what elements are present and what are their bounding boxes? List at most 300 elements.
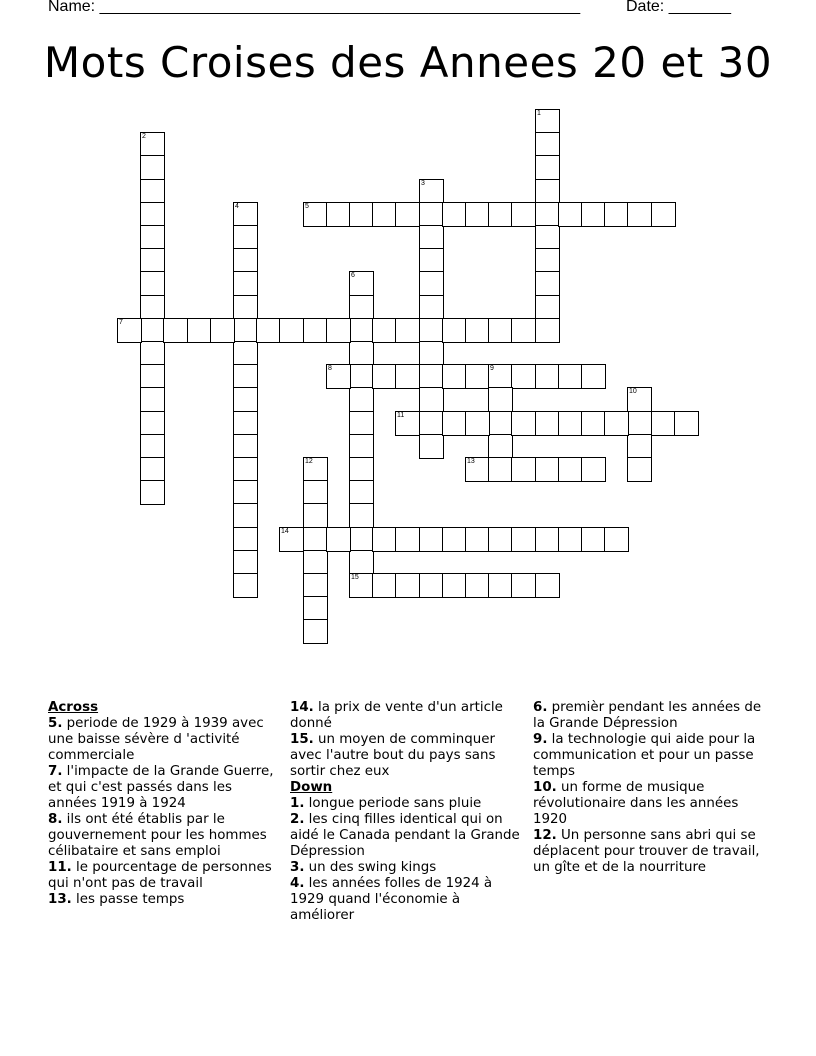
grid-cell[interactable] bbox=[140, 480, 165, 505]
cell-letter-input[interactable] bbox=[350, 203, 373, 226]
grid-cell[interactable] bbox=[372, 318, 397, 343]
cell-letter-input[interactable] bbox=[443, 365, 466, 388]
cell-letter-input[interactable] bbox=[141, 319, 164, 342]
grid-cell[interactable] bbox=[395, 527, 420, 552]
cell-letter-input[interactable] bbox=[350, 574, 373, 597]
grid-cell[interactable] bbox=[233, 318, 258, 343]
cell-letter-input[interactable] bbox=[211, 319, 234, 342]
grid-cell[interactable] bbox=[419, 411, 444, 436]
grid-cell[interactable] bbox=[488, 411, 513, 436]
grid-cell[interactable] bbox=[627, 434, 652, 459]
cell-letter-input[interactable] bbox=[304, 597, 327, 620]
grid-cell[interactable] bbox=[117, 318, 142, 343]
grid-cell[interactable] bbox=[535, 457, 560, 482]
grid-cell[interactable] bbox=[419, 202, 444, 227]
grid-cell[interactable] bbox=[349, 387, 374, 412]
cell-letter-input[interactable] bbox=[234, 319, 257, 342]
grid-cell[interactable] bbox=[511, 202, 536, 227]
grid-cell[interactable] bbox=[442, 411, 467, 436]
cell-letter-input[interactable] bbox=[396, 412, 419, 435]
cell-letter-input[interactable] bbox=[373, 574, 396, 597]
grid-cell[interactable] bbox=[535, 295, 560, 320]
cell-letter-input[interactable] bbox=[443, 574, 466, 597]
cell-letter-input[interactable] bbox=[350, 458, 373, 481]
cell-letter-input[interactable] bbox=[466, 365, 489, 388]
cell-letter-input[interactable] bbox=[141, 458, 164, 481]
grid-cell[interactable] bbox=[395, 318, 420, 343]
grid-cell[interactable] bbox=[535, 271, 560, 296]
cell-letter-input[interactable] bbox=[234, 365, 257, 388]
grid-cell[interactable] bbox=[419, 225, 444, 250]
grid-cell[interactable] bbox=[233, 271, 258, 296]
cell-letter-input[interactable] bbox=[396, 574, 419, 597]
grid-cell[interactable] bbox=[581, 202, 606, 227]
grid-cell[interactable] bbox=[488, 527, 513, 552]
cell-letter-input[interactable] bbox=[443, 319, 466, 342]
grid-cell[interactable] bbox=[349, 550, 374, 575]
grid-cell[interactable] bbox=[535, 248, 560, 273]
grid-cell[interactable] bbox=[627, 457, 652, 482]
cell-letter-input[interactable] bbox=[512, 412, 535, 435]
grid-cell[interactable] bbox=[233, 364, 258, 389]
cell-letter-input[interactable] bbox=[628, 388, 651, 411]
cell-letter-input[interactable] bbox=[304, 574, 327, 597]
grid-cell[interactable] bbox=[558, 527, 583, 552]
grid-cell[interactable] bbox=[233, 434, 258, 459]
cell-letter-input[interactable] bbox=[234, 528, 257, 551]
cell-letter-input[interactable] bbox=[373, 528, 396, 551]
grid-cell[interactable] bbox=[558, 411, 583, 436]
grid-cell[interactable] bbox=[581, 457, 606, 482]
cell-letter-input[interactable] bbox=[141, 481, 164, 504]
grid-cell[interactable] bbox=[395, 573, 420, 598]
cell-letter-input[interactable] bbox=[420, 296, 443, 319]
grid-cell[interactable] bbox=[140, 341, 165, 366]
grid-cell[interactable] bbox=[419, 364, 444, 389]
cell-letter-input[interactable] bbox=[141, 272, 164, 295]
cell-letter-input[interactable] bbox=[489, 365, 512, 388]
grid-cell[interactable] bbox=[395, 364, 420, 389]
grid-cell[interactable] bbox=[233, 202, 258, 227]
grid-cell[interactable] bbox=[581, 411, 606, 436]
grid-cell[interactable] bbox=[140, 155, 165, 180]
grid-cell[interactable] bbox=[558, 202, 583, 227]
grid-cell[interactable] bbox=[349, 202, 374, 227]
cell-letter-input[interactable] bbox=[536, 110, 559, 133]
cell-letter-input[interactable] bbox=[164, 319, 187, 342]
grid-cell[interactable] bbox=[581, 527, 606, 552]
grid-cell[interactable] bbox=[395, 202, 420, 227]
grid-cell[interactable] bbox=[233, 573, 258, 598]
cell-letter-input[interactable] bbox=[118, 319, 141, 342]
cell-letter-input[interactable] bbox=[141, 365, 164, 388]
cell-letter-input[interactable] bbox=[605, 412, 628, 435]
grid-cell[interactable] bbox=[442, 202, 467, 227]
grid-cell[interactable] bbox=[303, 318, 328, 343]
grid-cell[interactable] bbox=[233, 248, 258, 273]
cell-letter-input[interactable] bbox=[396, 528, 419, 551]
grid-cell[interactable] bbox=[256, 318, 281, 343]
cell-letter-input[interactable] bbox=[466, 458, 489, 481]
grid-cell[interactable] bbox=[488, 318, 513, 343]
grid-cell[interactable] bbox=[627, 411, 652, 436]
grid-cell[interactable] bbox=[349, 457, 374, 482]
grid-cell[interactable] bbox=[140, 202, 165, 227]
grid-cell[interactable] bbox=[349, 341, 374, 366]
cell-letter-input[interactable] bbox=[396, 203, 419, 226]
cell-letter-input[interactable] bbox=[141, 388, 164, 411]
grid-cell[interactable] bbox=[511, 364, 536, 389]
grid-cell[interactable] bbox=[488, 364, 513, 389]
cell-letter-input[interactable] bbox=[257, 319, 280, 342]
cell-letter-input[interactable] bbox=[327, 365, 350, 388]
grid-cell[interactable] bbox=[651, 202, 676, 227]
cell-letter-input[interactable] bbox=[234, 435, 257, 458]
grid-cell[interactable] bbox=[581, 364, 606, 389]
cell-letter-input[interactable] bbox=[559, 365, 582, 388]
cell-letter-input[interactable] bbox=[536, 226, 559, 249]
cell-letter-input[interactable] bbox=[188, 319, 211, 342]
grid-cell[interactable] bbox=[140, 318, 165, 343]
grid-cell[interactable] bbox=[349, 480, 374, 505]
grid-cell[interactable] bbox=[535, 318, 560, 343]
grid-cell[interactable] bbox=[419, 341, 444, 366]
grid-cell[interactable] bbox=[140, 434, 165, 459]
cell-letter-input[interactable] bbox=[234, 203, 257, 226]
grid-cell[interactable] bbox=[233, 527, 258, 552]
grid-cell[interactable] bbox=[511, 318, 536, 343]
cell-letter-input[interactable] bbox=[327, 203, 350, 226]
grid-cell[interactable] bbox=[233, 387, 258, 412]
cell-letter-input[interactable] bbox=[234, 481, 257, 504]
grid-cell[interactable] bbox=[372, 202, 397, 227]
grid-cell[interactable] bbox=[674, 411, 699, 436]
grid-cell[interactable] bbox=[488, 202, 513, 227]
cell-letter-input[interactable] bbox=[582, 458, 605, 481]
cell-letter-input[interactable] bbox=[489, 435, 512, 458]
cell-letter-input[interactable] bbox=[489, 528, 512, 551]
grid-cell[interactable] bbox=[140, 457, 165, 482]
grid-cell[interactable] bbox=[419, 527, 444, 552]
grid-cell[interactable] bbox=[349, 503, 374, 528]
cell-letter-input[interactable] bbox=[350, 481, 373, 504]
cell-letter-input[interactable] bbox=[280, 319, 303, 342]
cell-letter-input[interactable] bbox=[512, 319, 535, 342]
cell-letter-input[interactable] bbox=[350, 342, 373, 365]
cell-letter-input[interactable] bbox=[141, 249, 164, 272]
cell-letter-input[interactable] bbox=[396, 365, 419, 388]
grid-cell[interactable] bbox=[326, 202, 351, 227]
cell-letter-input[interactable] bbox=[327, 528, 350, 551]
cell-letter-input[interactable] bbox=[373, 365, 396, 388]
grid-cell[interactable] bbox=[465, 573, 490, 598]
cell-letter-input[interactable] bbox=[350, 272, 373, 295]
grid-cell[interactable] bbox=[187, 318, 212, 343]
grid-cell[interactable] bbox=[419, 318, 444, 343]
grid-cell[interactable] bbox=[558, 457, 583, 482]
cell-letter-input[interactable] bbox=[234, 504, 257, 527]
cell-letter-input[interactable] bbox=[420, 319, 443, 342]
grid-cell[interactable] bbox=[279, 318, 304, 343]
grid-cell[interactable] bbox=[465, 202, 490, 227]
cell-letter-input[interactable] bbox=[327, 319, 350, 342]
cell-letter-input[interactable] bbox=[280, 528, 303, 551]
cell-letter-input[interactable] bbox=[350, 551, 373, 574]
grid-cell[interactable] bbox=[349, 295, 374, 320]
cell-letter-input[interactable] bbox=[489, 388, 512, 411]
grid-cell[interactable] bbox=[419, 295, 444, 320]
cell-letter-input[interactable] bbox=[628, 435, 651, 458]
grid-cell[interactable] bbox=[303, 202, 328, 227]
cell-letter-input[interactable] bbox=[559, 203, 582, 226]
cell-letter-input[interactable] bbox=[420, 272, 443, 295]
grid-cell[interactable] bbox=[488, 573, 513, 598]
cell-letter-input[interactable] bbox=[141, 296, 164, 319]
cell-letter-input[interactable] bbox=[350, 412, 373, 435]
grid-cell[interactable] bbox=[465, 411, 490, 436]
grid-cell[interactable] bbox=[604, 411, 629, 436]
cell-letter-input[interactable] bbox=[420, 574, 443, 597]
grid-cell[interactable] bbox=[419, 271, 444, 296]
grid-cell[interactable] bbox=[303, 573, 328, 598]
grid-cell[interactable] bbox=[233, 503, 258, 528]
grid-cell[interactable] bbox=[233, 225, 258, 250]
cell-letter-input[interactable] bbox=[443, 528, 466, 551]
grid-cell[interactable] bbox=[233, 411, 258, 436]
cell-letter-input[interactable] bbox=[304, 528, 327, 551]
grid-cell[interactable] bbox=[349, 271, 374, 296]
cell-letter-input[interactable] bbox=[350, 388, 373, 411]
cell-letter-input[interactable] bbox=[489, 458, 512, 481]
grid-cell[interactable] bbox=[349, 573, 374, 598]
cell-letter-input[interactable] bbox=[675, 412, 698, 435]
cell-letter-input[interactable] bbox=[536, 203, 559, 226]
cell-letter-input[interactable] bbox=[512, 574, 535, 597]
cell-letter-input[interactable] bbox=[350, 528, 373, 551]
cell-letter-input[interactable] bbox=[536, 319, 559, 342]
cell-letter-input[interactable] bbox=[536, 272, 559, 295]
cell-letter-input[interactable] bbox=[466, 528, 489, 551]
cell-letter-input[interactable] bbox=[536, 365, 559, 388]
cell-letter-input[interactable] bbox=[141, 435, 164, 458]
cell-letter-input[interactable] bbox=[466, 203, 489, 226]
grid-cell[interactable] bbox=[279, 527, 304, 552]
grid-cell[interactable] bbox=[488, 387, 513, 412]
cell-letter-input[interactable] bbox=[582, 412, 605, 435]
grid-cell[interactable] bbox=[604, 527, 629, 552]
cell-letter-input[interactable] bbox=[373, 319, 396, 342]
grid-cell[interactable] bbox=[140, 295, 165, 320]
cell-letter-input[interactable] bbox=[536, 156, 559, 179]
cell-letter-input[interactable] bbox=[466, 574, 489, 597]
grid-cell[interactable] bbox=[233, 295, 258, 320]
cell-letter-input[interactable] bbox=[234, 551, 257, 574]
cell-letter-input[interactable] bbox=[628, 412, 651, 435]
cell-letter-input[interactable] bbox=[234, 249, 257, 272]
cell-letter-input[interactable] bbox=[141, 180, 164, 203]
cell-letter-input[interactable] bbox=[141, 156, 164, 179]
cell-letter-input[interactable] bbox=[141, 226, 164, 249]
grid-cell[interactable] bbox=[303, 619, 328, 644]
grid-cell[interactable] bbox=[303, 457, 328, 482]
cell-letter-input[interactable] bbox=[512, 365, 535, 388]
cell-letter-input[interactable] bbox=[605, 203, 628, 226]
cell-letter-input[interactable] bbox=[420, 249, 443, 272]
cell-letter-input[interactable] bbox=[350, 296, 373, 319]
grid-cell[interactable] bbox=[326, 364, 351, 389]
cell-letter-input[interactable] bbox=[582, 528, 605, 551]
cell-letter-input[interactable] bbox=[234, 272, 257, 295]
grid-cell[interactable] bbox=[140, 271, 165, 296]
grid-cell[interactable] bbox=[465, 364, 490, 389]
cell-letter-input[interactable] bbox=[512, 458, 535, 481]
cell-letter-input[interactable] bbox=[536, 180, 559, 203]
grid-cell[interactable] bbox=[140, 387, 165, 412]
grid-cell[interactable] bbox=[604, 202, 629, 227]
cell-letter-input[interactable] bbox=[396, 319, 419, 342]
cell-letter-input[interactable] bbox=[559, 412, 582, 435]
cell-letter-input[interactable] bbox=[489, 574, 512, 597]
grid-cell[interactable] bbox=[465, 457, 490, 482]
grid-cell[interactable] bbox=[140, 132, 165, 157]
grid-cell[interactable] bbox=[163, 318, 188, 343]
cell-letter-input[interactable] bbox=[466, 319, 489, 342]
grid-cell[interactable] bbox=[395, 411, 420, 436]
cell-letter-input[interactable] bbox=[559, 528, 582, 551]
cell-letter-input[interactable] bbox=[304, 458, 327, 481]
grid-cell[interactable] bbox=[535, 225, 560, 250]
grid-cell[interactable] bbox=[627, 387, 652, 412]
cell-letter-input[interactable] bbox=[350, 319, 373, 342]
cell-letter-input[interactable] bbox=[350, 365, 373, 388]
cell-letter-input[interactable] bbox=[234, 226, 257, 249]
cell-letter-input[interactable] bbox=[304, 481, 327, 504]
grid-cell[interactable] bbox=[535, 179, 560, 204]
cell-letter-input[interactable] bbox=[536, 133, 559, 156]
grid-cell[interactable] bbox=[511, 573, 536, 598]
grid-cell[interactable] bbox=[349, 364, 374, 389]
cell-letter-input[interactable] bbox=[489, 203, 512, 226]
grid-cell[interactable] bbox=[233, 550, 258, 575]
grid-cell[interactable] bbox=[535, 411, 560, 436]
grid-cell[interactable] bbox=[535, 155, 560, 180]
grid-cell[interactable] bbox=[442, 527, 467, 552]
grid-cell[interactable] bbox=[372, 573, 397, 598]
grid-cell[interactable] bbox=[372, 527, 397, 552]
grid-cell[interactable] bbox=[465, 527, 490, 552]
grid-cell[interactable] bbox=[419, 179, 444, 204]
grid-cell[interactable] bbox=[326, 318, 351, 343]
grid-cell[interactable] bbox=[233, 457, 258, 482]
cell-letter-input[interactable] bbox=[304, 504, 327, 527]
grid-cell[interactable] bbox=[535, 109, 560, 134]
grid-cell[interactable] bbox=[442, 318, 467, 343]
grid-cell[interactable] bbox=[535, 364, 560, 389]
grid-cell[interactable] bbox=[419, 387, 444, 412]
cell-letter-input[interactable] bbox=[559, 458, 582, 481]
grid-cell[interactable] bbox=[465, 318, 490, 343]
grid-cell[interactable] bbox=[303, 596, 328, 621]
cell-letter-input[interactable] bbox=[420, 528, 443, 551]
grid-cell[interactable] bbox=[372, 364, 397, 389]
cell-letter-input[interactable] bbox=[628, 458, 651, 481]
cell-letter-input[interactable] bbox=[141, 342, 164, 365]
cell-letter-input[interactable] bbox=[466, 412, 489, 435]
cell-letter-input[interactable] bbox=[582, 203, 605, 226]
grid-cell[interactable] bbox=[627, 202, 652, 227]
grid-cell[interactable] bbox=[140, 364, 165, 389]
cell-letter-input[interactable] bbox=[512, 203, 535, 226]
cell-letter-input[interactable] bbox=[141, 203, 164, 226]
cell-letter-input[interactable] bbox=[536, 249, 559, 272]
cell-letter-input[interactable] bbox=[141, 412, 164, 435]
grid-cell[interactable] bbox=[140, 179, 165, 204]
grid-cell[interactable] bbox=[535, 132, 560, 157]
grid-cell[interactable] bbox=[535, 573, 560, 598]
grid-cell[interactable] bbox=[349, 411, 374, 436]
cell-letter-input[interactable] bbox=[489, 319, 512, 342]
grid-cell[interactable] bbox=[511, 527, 536, 552]
grid-cell[interactable] bbox=[210, 318, 235, 343]
grid-cell[interactable] bbox=[233, 480, 258, 505]
cell-letter-input[interactable] bbox=[420, 365, 443, 388]
grid-cell[interactable] bbox=[303, 503, 328, 528]
grid-cell[interactable] bbox=[303, 480, 328, 505]
cell-letter-input[interactable] bbox=[420, 388, 443, 411]
grid-cell[interactable] bbox=[651, 411, 676, 436]
cell-letter-input[interactable] bbox=[443, 203, 466, 226]
grid-cell[interactable] bbox=[488, 457, 513, 482]
cell-letter-input[interactable] bbox=[489, 412, 512, 435]
cell-letter-input[interactable] bbox=[234, 574, 257, 597]
grid-cell[interactable] bbox=[349, 527, 374, 552]
grid-cell[interactable] bbox=[535, 527, 560, 552]
cell-letter-input[interactable] bbox=[234, 296, 257, 319]
cell-letter-input[interactable] bbox=[536, 574, 559, 597]
cell-letter-input[interactable] bbox=[420, 203, 443, 226]
cell-letter-input[interactable] bbox=[582, 365, 605, 388]
cell-letter-input[interactable] bbox=[420, 342, 443, 365]
cell-letter-input[interactable] bbox=[420, 180, 443, 203]
cell-letter-input[interactable] bbox=[420, 435, 443, 458]
cell-letter-input[interactable] bbox=[420, 226, 443, 249]
cell-letter-input[interactable] bbox=[234, 342, 257, 365]
grid-cell[interactable] bbox=[140, 411, 165, 436]
cell-letter-input[interactable] bbox=[373, 203, 396, 226]
cell-letter-input[interactable] bbox=[234, 388, 257, 411]
cell-letter-input[interactable] bbox=[536, 528, 559, 551]
grid-cell[interactable] bbox=[140, 248, 165, 273]
cell-letter-input[interactable] bbox=[652, 203, 675, 226]
grid-cell[interactable] bbox=[419, 248, 444, 273]
cell-letter-input[interactable] bbox=[234, 412, 257, 435]
grid-cell[interactable] bbox=[349, 318, 374, 343]
grid-cell[interactable] bbox=[326, 527, 351, 552]
grid-cell[interactable] bbox=[419, 434, 444, 459]
cell-letter-input[interactable] bbox=[350, 435, 373, 458]
cell-letter-input[interactable] bbox=[536, 458, 559, 481]
cell-letter-input[interactable] bbox=[512, 528, 535, 551]
cell-letter-input[interactable] bbox=[443, 412, 466, 435]
grid-cell[interactable] bbox=[511, 411, 536, 436]
cell-letter-input[interactable] bbox=[141, 133, 164, 156]
grid-cell[interactable] bbox=[442, 364, 467, 389]
grid-cell[interactable] bbox=[488, 434, 513, 459]
cell-letter-input[interactable] bbox=[350, 504, 373, 527]
grid-cell[interactable] bbox=[535, 202, 560, 227]
cell-letter-input[interactable] bbox=[304, 203, 327, 226]
cell-letter-input[interactable] bbox=[304, 551, 327, 574]
